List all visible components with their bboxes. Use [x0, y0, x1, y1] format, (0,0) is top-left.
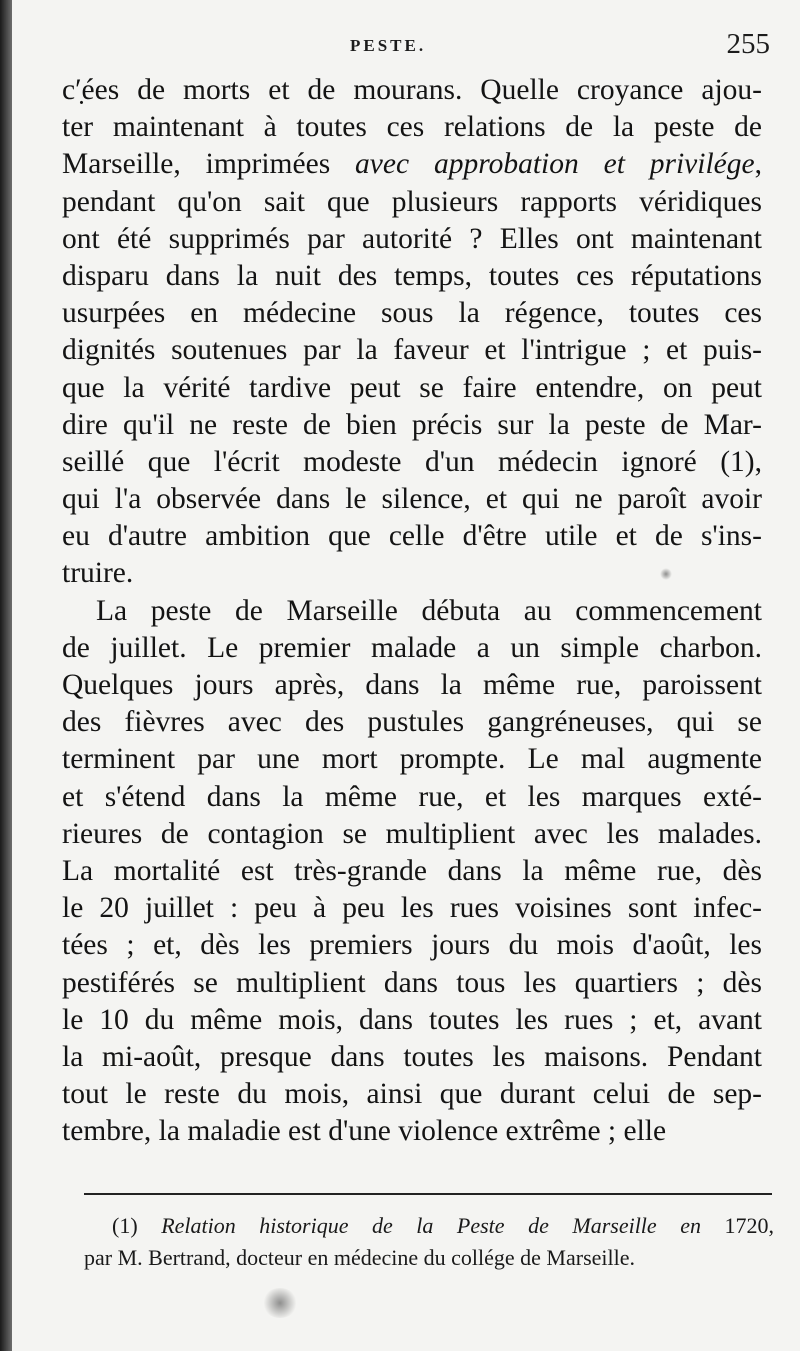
text-run: que la vérité tardive peut se faire entendre, on peut: [62, 371, 762, 404]
paragraph-line: [62, 146, 762, 183]
text-run: Quelques jours après, dans la même rue, paroissent: [62, 669, 762, 701]
text-run: tembre, la maladie est d'une violence extrême ; elle: [62, 1115, 667, 1148]
text-run: Marseille, imprimées: [62, 148, 356, 181]
text-run: de juillet. Le premier malade a un simple charbon.: [62, 631, 762, 664]
text-run: seillé que l'écrit modeste d'un médecin ignoré (1),: [62, 445, 762, 478]
paragraph-line: [62, 816, 762, 853]
paragraph-line: [62, 667, 762, 704]
paragraph-line: [62, 593, 762, 630]
paragraph-line: [62, 72, 762, 109]
footnote-line: [84, 1242, 774, 1274]
text-run: cʹ̣ées de morts et de mourans. Quelle croyance ajou-: [62, 74, 762, 106]
text-run: pestiférés se multiplient dans tous les quartiers ; dès: [62, 966, 762, 999]
paragraph-line: [62, 109, 762, 146]
text-run: La peste de Marseille débuta au commencement: [96, 594, 762, 627]
text-run: ,: [754, 148, 762, 181]
paragraph-line: [62, 295, 762, 332]
text-run: ont été supprimés par autorité ? Elles ont maintenant: [62, 222, 762, 255]
paragraph-line: [62, 1076, 762, 1113]
paragraph-line: [62, 1002, 762, 1039]
paragraph-line: [62, 704, 762, 741]
page-gutter-shadow: [0, 0, 12, 1351]
paragraph-line: [62, 927, 762, 964]
paragraph-line: [62, 965, 762, 1002]
text-run: eu d'autre ambition que celle d'être utile et de s'ins-: [62, 520, 762, 553]
italic-text: avec approbation et privilége: [355, 148, 755, 181]
text-run: rieures de contagion se multiplient avec les malades.: [62, 817, 762, 850]
footnote-rule: [84, 1193, 772, 1195]
text-run: et s'étend dans la même rue, et les marques exté-: [62, 780, 762, 813]
footnotes: [84, 1210, 774, 1274]
paragraph-line: [62, 518, 762, 555]
paragraph-line: [62, 630, 762, 667]
text-run: (1): [112, 1213, 162, 1238]
footnote-line: [84, 1210, 774, 1242]
paragraph-line: [62, 1113, 762, 1150]
footnote-block: [84, 1210, 774, 1274]
text-run: usurpées en médecine sous la régence, toutes ces: [62, 297, 762, 330]
paragraph-line: [62, 779, 762, 816]
paragraph-line: [62, 890, 762, 927]
italic-text: Relation historique de la Peste de Marseille en: [161, 1213, 701, 1238]
page-number: 255: [726, 28, 770, 60]
paragraph-line: [62, 221, 762, 258]
text-run: disparu dans la nuit des temps, toutes ces réputations: [62, 259, 762, 292]
paragraph-line: [62, 258, 762, 295]
text-run: le 10 du même mois, dans toutes les rues ; et, avant: [62, 1003, 762, 1036]
text-run: 1720,: [700, 1213, 775, 1238]
ink-smudge: [262, 1288, 298, 1318]
paragraph-line: [62, 555, 762, 592]
main-text: [62, 72, 762, 1150]
text-run: truire.: [62, 557, 134, 590]
paragraph-block: [62, 72, 762, 593]
text-run: la mi-août, presque dans toutes les maisons. Pendant: [62, 1040, 762, 1073]
text-run: le 20 juillet : peu à peu les rues voisines sont infec-: [62, 892, 762, 925]
paragraph-line: [62, 1039, 762, 1076]
text-run: La mortalité est très-grande dans la même rue, dès: [62, 854, 762, 887]
paragraph-line: [62, 481, 762, 518]
paragraph-line: [62, 370, 762, 407]
text-run: tout le reste du mois, ainsi que durant celui de sep-: [62, 1078, 762, 1111]
text-run: dignités soutenues par la faveur et l'intrigue ; et puis-: [62, 334, 762, 367]
paragraph-line: [62, 184, 762, 221]
paragraph-block: [62, 593, 762, 1151]
paragraph-line: [62, 332, 762, 369]
paragraph-line: [62, 853, 762, 890]
text-run: ter maintenant à toutes ces relations de la peste de: [62, 111, 762, 144]
text-run: par M. Bertrand, docteur en médecine du collége de Marseille.: [84, 1245, 635, 1270]
text-run: pendant qu'on sait que plusieurs rapports véridiques: [62, 185, 762, 218]
paragraph-line: [62, 407, 762, 444]
text-run: tées ; et, dès les premiers jours du mois d'août, les: [62, 929, 762, 962]
book-page: [12, 0, 800, 1351]
paragraph-line: [62, 741, 762, 778]
text-run: dire qu'il ne reste de bien précis sur la peste de Mar-: [62, 408, 762, 441]
text-run: des fièvres avec des pustules gangréneuses, qui se: [62, 706, 762, 739]
ink-speck: [660, 568, 672, 580]
paragraph-line: [62, 444, 762, 481]
running-head: PESTE.: [350, 36, 427, 55]
text-run: terminent par une mort prompte. Le mal augmente: [62, 743, 762, 776]
page-header: [62, 28, 770, 64]
text-run: qui l'a observée dans le silence, et qui ne paroît avoir: [62, 483, 762, 516]
